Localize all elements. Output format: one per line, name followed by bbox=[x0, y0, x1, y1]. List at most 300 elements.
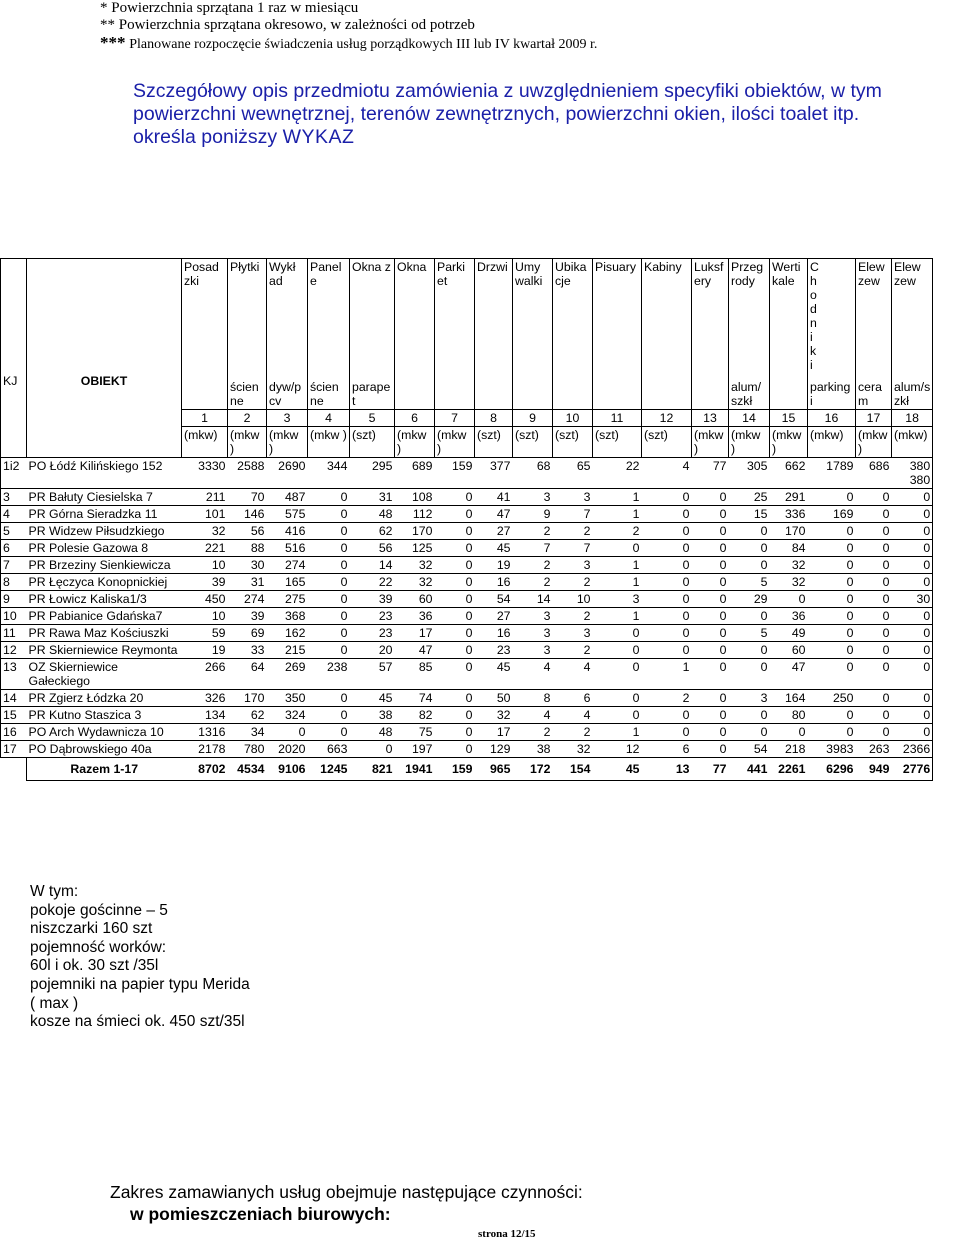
value-cell: 0 bbox=[435, 642, 475, 659]
value-cell: 0 bbox=[692, 642, 729, 659]
obiekt-header: OBIEKT bbox=[27, 259, 182, 410]
value-cell: 0 bbox=[892, 659, 933, 690]
value-text: 380 bbox=[909, 459, 931, 473]
blank-cell bbox=[27, 410, 182, 427]
value-cell: 0 bbox=[435, 724, 475, 741]
value-cell: 0 bbox=[642, 557, 692, 574]
value-cell: 368 bbox=[267, 608, 308, 625]
column-number: 1 bbox=[182, 410, 228, 427]
value-cell: 70 bbox=[228, 489, 267, 506]
value-cell: 82 bbox=[395, 707, 435, 724]
value-cell: 36 bbox=[395, 608, 435, 625]
value-cell: 69 bbox=[228, 625, 267, 642]
value-cell: 0 bbox=[729, 707, 770, 724]
value-cell: 27 bbox=[475, 523, 513, 540]
value-cell: 23 bbox=[350, 608, 395, 625]
value-cell: 39 bbox=[182, 574, 228, 591]
footnote-1: * Powierzchnia sprzątana 1 raz w miesiącu bbox=[100, 0, 359, 16]
value-cell: 7 bbox=[513, 540, 553, 557]
value-extra: 380 bbox=[909, 473, 931, 487]
value-cell: 0 bbox=[856, 506, 892, 523]
value-cell: 516 bbox=[267, 540, 308, 557]
kj-cell: 16 bbox=[1, 724, 27, 741]
total-cell: 154 bbox=[553, 758, 593, 781]
total-cell: 1941 bbox=[395, 758, 435, 781]
value-cell: 2 bbox=[513, 523, 553, 540]
value-cell: 263 bbox=[856, 741, 892, 758]
value-cell: 0 bbox=[308, 489, 350, 506]
value-cell: 0 bbox=[435, 574, 475, 591]
column-number: 9 bbox=[513, 410, 553, 427]
kj-cell: 5 bbox=[1, 523, 27, 540]
value-cell: 41 bbox=[475, 489, 513, 506]
footnote-3-text: Planowane rozpoczęcie świadczenia usług porządkowych III lub IV kwartał 2009 r. bbox=[129, 37, 598, 52]
total-cell: 949 bbox=[856, 758, 892, 781]
value-cell: 45 bbox=[350, 690, 395, 707]
table-row bbox=[1, 523, 933, 540]
value-cell: 50 bbox=[475, 690, 513, 707]
column-subheader bbox=[593, 379, 642, 410]
column-subheader bbox=[435, 379, 475, 410]
value-cell: 0 bbox=[856, 608, 892, 625]
column-unit: (szt) bbox=[475, 427, 513, 458]
value-cell: 0 bbox=[308, 591, 350, 608]
value-cell: 0 bbox=[593, 540, 642, 557]
column-header: Ubika cje bbox=[553, 259, 593, 380]
value-cell: 0 bbox=[435, 690, 475, 707]
kj-cell: 6 bbox=[1, 540, 27, 557]
value-cell: 0 bbox=[593, 707, 642, 724]
column-unit: (mkw ) bbox=[435, 427, 475, 458]
totals-row bbox=[1, 758, 933, 781]
value-cell: 0 bbox=[692, 540, 729, 557]
value-cell: 0 bbox=[308, 625, 350, 642]
value-cell: 3983 bbox=[808, 741, 856, 758]
total-cell: 77 bbox=[692, 758, 729, 781]
value-cell: 1 bbox=[593, 608, 642, 625]
value-cell: 38 bbox=[350, 707, 395, 724]
kj-cell: 7 bbox=[1, 557, 27, 574]
kj-cell: 9 bbox=[1, 591, 27, 608]
table-row bbox=[1, 724, 933, 741]
column-number: 14 bbox=[729, 410, 770, 427]
value-cell: 3 bbox=[513, 642, 553, 659]
value-cell: 6 bbox=[642, 741, 692, 758]
value-cell: 3 bbox=[593, 591, 642, 608]
column-subheader bbox=[553, 379, 593, 410]
obiekt-cell: PO Dąbrowskiego 40a bbox=[27, 741, 182, 758]
value-cell: 0 bbox=[892, 625, 933, 642]
value-cell: 0 bbox=[856, 690, 892, 707]
column-number: 5 bbox=[350, 410, 395, 427]
value-cell: 221 bbox=[182, 540, 228, 557]
value-cell: 0 bbox=[808, 724, 856, 741]
value-cell: 0 bbox=[593, 690, 642, 707]
value-cell: 0 bbox=[856, 659, 892, 690]
obiekt-cell: PR Górna Sieradzka 11 bbox=[27, 506, 182, 523]
value-cell: 0 bbox=[435, 625, 475, 642]
value-cell: 0 bbox=[308, 724, 350, 741]
total-cell: 441 bbox=[729, 758, 770, 781]
value-cell: 0 bbox=[692, 659, 729, 690]
column-number: 16 bbox=[808, 410, 856, 427]
value-cell: 0 bbox=[729, 724, 770, 741]
value-cell: 0 bbox=[593, 625, 642, 642]
table-row bbox=[1, 557, 933, 574]
value-cell: 20 bbox=[350, 642, 395, 659]
value-cell: 0 bbox=[856, 574, 892, 591]
value-cell: 125 bbox=[395, 540, 435, 557]
value-cell: 0 bbox=[729, 608, 770, 625]
table-row bbox=[1, 574, 933, 591]
column-number: 18 bbox=[892, 410, 933, 427]
value-cell: 295 bbox=[350, 458, 395, 489]
value-cell: 0 bbox=[808, 642, 856, 659]
value-cell: 74 bbox=[395, 690, 435, 707]
column-unit: (mkw ) bbox=[692, 427, 729, 458]
value-cell: 1 bbox=[593, 489, 642, 506]
table-row bbox=[1, 458, 933, 489]
value-cell: 0 bbox=[808, 625, 856, 642]
value-cell: 0 bbox=[642, 574, 692, 591]
value-cell: 0 bbox=[892, 724, 933, 741]
value-cell: 49 bbox=[770, 625, 808, 642]
value-cell: 30 bbox=[228, 557, 267, 574]
obiekt-cell: PR Łęczyca Konopnickiej bbox=[27, 574, 182, 591]
total-cell: 45 bbox=[593, 758, 642, 781]
value-cell: 2 bbox=[553, 574, 593, 591]
column-subheader: parape t bbox=[350, 379, 395, 410]
kj-cell: 10 bbox=[1, 608, 27, 625]
value-cell: 47 bbox=[475, 506, 513, 523]
value-cell: 75 bbox=[395, 724, 435, 741]
kj-cell: 4 bbox=[1, 506, 27, 523]
column-unit: (szt) bbox=[350, 427, 395, 458]
value-cell: 1 bbox=[642, 659, 692, 690]
column-subheader bbox=[692, 379, 729, 410]
value-cell: 0 bbox=[692, 591, 729, 608]
column-unit: (szt) bbox=[513, 427, 553, 458]
column-unit: (mkw ) bbox=[308, 427, 350, 458]
column-unit: (mkw) bbox=[892, 427, 933, 458]
additional-info bbox=[30, 883, 250, 1032]
value-cell: 0 bbox=[892, 608, 933, 625]
footnote-3-stars: *** bbox=[100, 33, 126, 52]
total-cell: 8702 bbox=[182, 758, 228, 781]
value-cell: 57 bbox=[350, 659, 395, 690]
value-cell: 0 bbox=[856, 540, 892, 557]
obiekt-cell: OZ Skierniewice Gałeckiego bbox=[27, 659, 182, 690]
value-cell: 6 bbox=[553, 690, 593, 707]
value-cell: 0 bbox=[729, 659, 770, 690]
value-cell: 274 bbox=[267, 557, 308, 574]
value-cell: 0 bbox=[308, 642, 350, 659]
value-cell: 662 bbox=[770, 458, 808, 489]
value-cell: 269 bbox=[267, 659, 308, 690]
column-subheader bbox=[642, 379, 692, 410]
value-cell: 129 bbox=[475, 741, 513, 758]
value-cell: 32 bbox=[553, 741, 593, 758]
kj-cell: 1i2 bbox=[1, 458, 27, 489]
value-cell: 0 bbox=[892, 690, 933, 707]
value-cell: 3 bbox=[513, 625, 553, 642]
obiekt-cell: PR Brzeziny Sienkiewicza bbox=[27, 557, 182, 574]
value-cell: 0 bbox=[770, 724, 808, 741]
value-cell: 170 bbox=[228, 690, 267, 707]
value-cell: 48 bbox=[350, 724, 395, 741]
column-header: Posad zki bbox=[182, 259, 228, 380]
obiekt-cell: PO Łódź Kilińskiego 152 bbox=[27, 458, 182, 489]
value-cell: 487 bbox=[267, 489, 308, 506]
value-cell: 2 bbox=[513, 724, 553, 741]
value-cell: 14 bbox=[350, 557, 395, 574]
value-cell: 0 bbox=[435, 523, 475, 540]
footer-line-2: w pomieszczeniach biurowych: bbox=[130, 1204, 391, 1224]
units-row bbox=[1, 427, 933, 458]
value-cell: 215 bbox=[267, 642, 308, 659]
column-subheader: parking i bbox=[808, 379, 856, 410]
value-cell: 2020 bbox=[267, 741, 308, 758]
value-cell: 0 bbox=[435, 659, 475, 690]
column-header: Wykł ad bbox=[267, 259, 308, 380]
wtym-line: niszczarki 160 szt bbox=[30, 920, 153, 938]
value-cell: 1 bbox=[593, 574, 642, 591]
value-cell: 197 bbox=[395, 741, 435, 758]
column-unit: (mkw ) bbox=[729, 427, 770, 458]
value-cell: 1 bbox=[593, 506, 642, 523]
column-subheader: ścien ne bbox=[308, 379, 350, 410]
footnote-3 bbox=[100, 34, 597, 53]
value-cell: 0 bbox=[642, 540, 692, 557]
value-cell: 33 bbox=[228, 642, 267, 659]
value-cell: 0 bbox=[308, 523, 350, 540]
column-number: 7 bbox=[435, 410, 475, 427]
value-cell: 0 bbox=[808, 540, 856, 557]
value-cell: 59 bbox=[182, 625, 228, 642]
value-cell: 3 bbox=[513, 608, 553, 625]
value-cell: 0 bbox=[808, 489, 856, 506]
total-cell: 1245 bbox=[308, 758, 350, 781]
column-unit: (mkw ) bbox=[395, 427, 435, 458]
value-cell: 275 bbox=[267, 591, 308, 608]
value-cell: 0 bbox=[856, 523, 892, 540]
value-cell: 0 bbox=[856, 707, 892, 724]
table-row bbox=[1, 608, 933, 625]
column-header: Drzwi bbox=[475, 259, 513, 380]
value-cell: 108 bbox=[395, 489, 435, 506]
value-cell: 30 bbox=[892, 591, 933, 608]
value-cell: 7 bbox=[553, 506, 593, 523]
column-header: Panel e bbox=[308, 259, 350, 380]
column-number: 11 bbox=[593, 410, 642, 427]
value-cell: 0 bbox=[692, 690, 729, 707]
value-cell: 0 bbox=[892, 540, 933, 557]
value-cell: 10 bbox=[553, 591, 593, 608]
column-numbers-row bbox=[1, 410, 933, 427]
intro-text bbox=[133, 80, 933, 149]
value-cell bbox=[892, 458, 933, 489]
value-cell: 62 bbox=[350, 523, 395, 540]
total-cell: 2776 bbox=[892, 758, 933, 781]
intro-line-3-text: określa poniższy bbox=[133, 126, 283, 148]
value-cell: 377 bbox=[475, 458, 513, 489]
value-cell: 0 bbox=[808, 659, 856, 690]
table-row bbox=[1, 625, 933, 642]
value-cell: 326 bbox=[182, 690, 228, 707]
value-cell: 23 bbox=[475, 642, 513, 659]
value-cell: 2 bbox=[553, 724, 593, 741]
value-cell: 2366 bbox=[892, 741, 933, 758]
value-cell: 7 bbox=[553, 540, 593, 557]
value-cell: 0 bbox=[350, 741, 395, 758]
value-cell: 1 bbox=[593, 724, 642, 741]
total-cell: 821 bbox=[350, 758, 395, 781]
value-cell: 16 bbox=[475, 625, 513, 642]
value-cell: 15 bbox=[729, 506, 770, 523]
value-cell: 48 bbox=[350, 506, 395, 523]
value-cell: 45 bbox=[475, 659, 513, 690]
value-cell: 0 bbox=[435, 557, 475, 574]
value-cell: 0 bbox=[642, 724, 692, 741]
column-unit: (mkw ) bbox=[267, 427, 308, 458]
value-cell: 336 bbox=[770, 506, 808, 523]
value-cell: 159 bbox=[435, 458, 475, 489]
column-header: Przeg rody bbox=[729, 259, 770, 380]
intro-line-1: Szczegółowy opis przedmiotu zamówienia z uwzględnieniem specyfiki obiektów, w tym bbox=[133, 80, 882, 102]
column-unit: (mkw ) bbox=[856, 427, 892, 458]
intro-line-3 bbox=[133, 126, 933, 149]
value-cell: 47 bbox=[770, 659, 808, 690]
column-unit: (szt) bbox=[642, 427, 692, 458]
value-cell: 0 bbox=[808, 574, 856, 591]
totals-label: Razem 1-17 bbox=[27, 758, 182, 781]
footnote-2: ** Powierzchnia sprzątana okresowo, w zależności od potrzeb bbox=[100, 17, 475, 33]
value-cell: 8 bbox=[513, 690, 553, 707]
column-header: Okna bbox=[395, 259, 435, 380]
value-cell: 47 bbox=[395, 642, 435, 659]
total-cell: 159 bbox=[435, 758, 475, 781]
table-row bbox=[1, 540, 933, 557]
value-cell: 344 bbox=[308, 458, 350, 489]
value-cell: 17 bbox=[395, 625, 435, 642]
column-header: C h o d n i k i bbox=[808, 259, 856, 380]
column-unit: (szt) bbox=[553, 427, 593, 458]
value-cell: 36 bbox=[770, 608, 808, 625]
value-cell: 39 bbox=[350, 591, 395, 608]
kj-header: KJ bbox=[1, 259, 27, 410]
value-cell: 146 bbox=[228, 506, 267, 523]
value-cell: 0 bbox=[692, 707, 729, 724]
value-cell: 218 bbox=[770, 741, 808, 758]
value-cell: 54 bbox=[729, 741, 770, 758]
value-cell: 0 bbox=[856, 625, 892, 642]
column-header: Luksf ery bbox=[692, 259, 729, 380]
intro-line-2: powierzchni wewnętrznej, terenów zewnętrznych, powierzchni okien, ilości toalet itp. bbox=[133, 103, 860, 125]
value-cell: 88 bbox=[228, 540, 267, 557]
kj-cell: 8 bbox=[1, 574, 27, 591]
value-cell: 416 bbox=[267, 523, 308, 540]
value-cell: 84 bbox=[770, 540, 808, 557]
value-cell: 5 bbox=[729, 574, 770, 591]
footer-line-1: Zakres zamawianych usług obejmuje następujące czynności: bbox=[110, 1182, 583, 1202]
value-cell: 0 bbox=[892, 489, 933, 506]
value-cell: 0 bbox=[267, 724, 308, 741]
value-cell: 0 bbox=[856, 642, 892, 659]
wtym-line: kosze na śmieci ok. 450 szt/35l bbox=[30, 1013, 245, 1031]
value-cell: 25 bbox=[729, 489, 770, 506]
value-cell: 0 bbox=[308, 690, 350, 707]
value-cell: 663 bbox=[308, 741, 350, 758]
value-cell: 134 bbox=[182, 707, 228, 724]
blank-cell bbox=[1, 758, 27, 781]
total-cell: 172 bbox=[513, 758, 553, 781]
blank-cell bbox=[1, 410, 27, 427]
value-cell: 238 bbox=[308, 659, 350, 690]
value-cell: 2 bbox=[593, 523, 642, 540]
value-cell: 32 bbox=[770, 557, 808, 574]
obiekt-cell: PR Bałuty Ciesielska 7 bbox=[27, 489, 182, 506]
column-header: Pisuary bbox=[593, 259, 642, 380]
value-cell: 0 bbox=[308, 707, 350, 724]
value-cell: 162 bbox=[267, 625, 308, 642]
column-header: Okna z bbox=[350, 259, 395, 380]
value-cell: 169 bbox=[808, 506, 856, 523]
value-cell: 0 bbox=[856, 724, 892, 741]
kj-cell: 3 bbox=[1, 489, 27, 506]
value-cell: 2 bbox=[553, 642, 593, 659]
value-cell: 3 bbox=[553, 625, 593, 642]
value-cell: 0 bbox=[808, 608, 856, 625]
value-cell: 686 bbox=[856, 458, 892, 489]
value-cell: 0 bbox=[435, 540, 475, 557]
value-cell: 32 bbox=[475, 707, 513, 724]
column-subheader bbox=[513, 379, 553, 410]
value-cell: 3 bbox=[553, 557, 593, 574]
total-cell: 9106 bbox=[267, 758, 308, 781]
value-cell: 0 bbox=[692, 557, 729, 574]
value-cell: 0 bbox=[435, 707, 475, 724]
value-cell: 0 bbox=[692, 741, 729, 758]
value-cell: 2588 bbox=[228, 458, 267, 489]
table-row bbox=[1, 642, 933, 659]
value-cell: 780 bbox=[228, 741, 267, 758]
value-cell: 0 bbox=[642, 625, 692, 642]
wtym-line: ( max ) bbox=[30, 994, 79, 1012]
value-cell: 80 bbox=[770, 707, 808, 724]
value-cell: 2 bbox=[553, 523, 593, 540]
value-cell: 23 bbox=[350, 625, 395, 642]
column-unit: (mkw ) bbox=[228, 427, 267, 458]
value-cell: 0 bbox=[642, 608, 692, 625]
value-cell: 85 bbox=[395, 659, 435, 690]
value-cell: 29 bbox=[729, 591, 770, 608]
value-cell: 1316 bbox=[182, 724, 228, 741]
total-cell: 13 bbox=[642, 758, 692, 781]
value-cell: 689 bbox=[395, 458, 435, 489]
column-header: Parki et bbox=[435, 259, 475, 380]
column-header: Kabiny bbox=[642, 259, 692, 380]
value-cell: 4 bbox=[513, 707, 553, 724]
value-cell: 2 bbox=[642, 690, 692, 707]
column-number: 6 bbox=[395, 410, 435, 427]
value-cell: 65 bbox=[553, 458, 593, 489]
table-row bbox=[1, 591, 933, 608]
value-cell: 0 bbox=[856, 489, 892, 506]
table-row bbox=[1, 506, 933, 523]
table-row bbox=[1, 659, 933, 690]
value-cell: 2690 bbox=[267, 458, 308, 489]
wtym-line: pojemność worków: bbox=[30, 938, 167, 956]
